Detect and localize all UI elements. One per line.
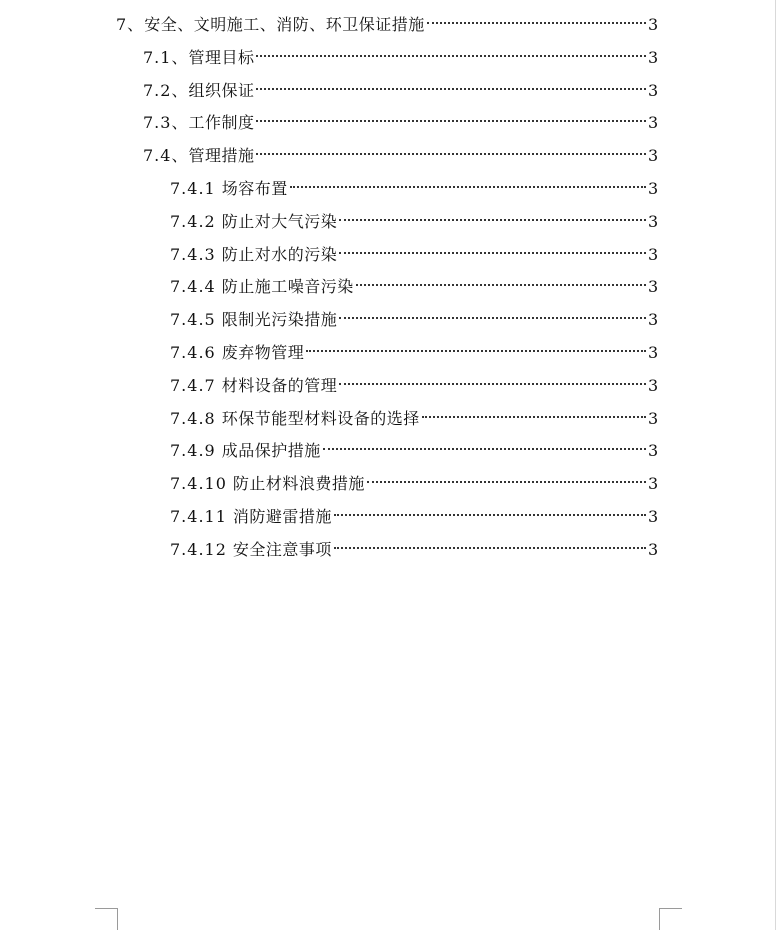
toc-entry-page-number: 3 — [648, 47, 659, 67]
toc-dot-leader — [323, 432, 646, 456]
toc-entry-title: 废弃物管理 — [221, 343, 305, 362]
toc-entry[interactable] — [143, 137, 659, 166]
toc-entry-page-number: 3 — [648, 80, 659, 100]
toc-entry-number: 7.3、 — [143, 113, 189, 133]
toc-entry[interactable] — [170, 400, 659, 428]
toc-entry-page-number: 3 — [648, 179, 659, 198]
toc-dot-leader — [339, 301, 646, 325]
toc-dot-leader — [256, 39, 646, 63]
toc-entry-page-number: 3 — [648, 441, 659, 461]
toc-entry[interactable] — [170, 170, 659, 198]
toc-dot-leader — [256, 104, 646, 128]
toc-dot-leader — [367, 465, 646, 489]
toc-entry-page-number: 3 — [648, 507, 659, 526]
toc-dot-leader — [339, 236, 646, 260]
toc-dot-leader — [422, 400, 646, 424]
toc-entry[interactable] — [170, 367, 659, 395]
toc-entry-title: 组织保证 — [188, 80, 255, 100]
page-edge-divider — [775, 0, 776, 930]
toc-dot-leader — [339, 203, 646, 227]
toc-dot-leader — [256, 72, 646, 96]
toc-entry-title: 限制光污染措施 — [221, 310, 338, 330]
toc-entry-page-number: 3 — [648, 244, 659, 264]
toc-entry[interactable] — [170, 236, 659, 264]
toc-dot-leader — [427, 6, 646, 30]
toc-entry-number: 7.2、 — [143, 80, 189, 100]
toc-entry-number: 7.4.5 — [170, 310, 216, 330]
toc-entry-title: 管理目标 — [188, 47, 255, 67]
toc-entry[interactable] — [170, 301, 659, 330]
toc-dot-leader — [334, 531, 646, 555]
toc-dot-leader — [290, 170, 646, 194]
toc-entry[interactable] — [170, 268, 659, 297]
toc-entry-number: 7、 — [116, 15, 145, 34]
toc-entry-number: 7.4.12 — [170, 539, 227, 559]
toc-entry-page-number: 3 — [648, 146, 659, 166]
toc-entry-page-number: 3 — [648, 408, 659, 428]
toc-entry-number: 7.1、 — [143, 47, 189, 67]
toc-entry[interactable] — [143, 39, 659, 67]
toc-entry-title: 安全注意事项 — [232, 539, 332, 559]
margin-corner-mark-right — [659, 908, 682, 930]
toc-entry-title: 工作制度 — [188, 113, 255, 133]
toc-entry-title: 材料设备的管理 — [221, 375, 338, 395]
toc-entry-page-number: 3 — [648, 343, 659, 362]
toc-dot-leader — [339, 367, 646, 391]
toc-entry-title: 消防避雷措施 — [232, 507, 332, 526]
toc-entry-number: 7.4.11 — [170, 507, 227, 526]
toc-entry-number: 7.4.1 — [170, 179, 216, 198]
toc-entry-number: 7.4.6 — [170, 343, 216, 362]
toc-entry-page-number: 3 — [648, 539, 659, 559]
toc-entry-number: 7.4.3 — [170, 244, 216, 264]
toc-entry-title: 成品保护措施 — [221, 441, 321, 461]
toc-entry-title: 防止材料浪费措施 — [232, 474, 365, 494]
toc-entry-title: 场容布置 — [221, 179, 288, 198]
toc-entry[interactable] — [170, 203, 659, 231]
toc-entry-title: 防止对水的污染 — [221, 244, 338, 264]
toc-entry-number: 7.4.7 — [170, 375, 216, 395]
toc-entry-page-number: 3 — [648, 375, 659, 395]
toc-entry-number: 7.4.4 — [170, 277, 216, 297]
toc-entry-title: 管理措施 — [188, 146, 255, 166]
toc-entry-title: 防止施工噪音污染 — [221, 277, 354, 297]
toc-entry-title: 环保节能型材料设备的选择 — [221, 408, 420, 428]
toc-entry-page-number: 3 — [648, 310, 659, 330]
toc-entry-number: 7.4.9 — [170, 441, 216, 461]
toc-dot-leader — [256, 137, 646, 161]
toc-entry[interactable] — [170, 531, 659, 559]
toc-entry-number: 7.4.2 — [170, 211, 216, 231]
toc-dot-leader — [356, 268, 646, 292]
toc-entry-number: 7.4.10 — [170, 474, 227, 494]
toc-entry-page-number: 3 — [648, 211, 659, 231]
toc-entry[interactable] — [170, 498, 659, 526]
toc-entry-title: 防止对大气污染 — [221, 211, 338, 231]
toc-entry-number: 7.4、 — [143, 146, 189, 166]
margin-corner-mark-left — [95, 908, 118, 930]
toc-entry-number: 7.4.8 — [170, 408, 216, 428]
toc-entry-title: 安全、文明施工、消防、环卫保证措施 — [144, 15, 425, 34]
toc-dot-leader — [306, 334, 646, 358]
toc-entry[interactable] — [143, 72, 659, 100]
toc-entry-page-number: 3 — [648, 113, 659, 133]
toc-entry[interactable] — [170, 334, 659, 362]
toc-entry[interactable] — [143, 104, 659, 133]
toc-entry-page-number: 3 — [648, 15, 659, 34]
toc-entry-page-number: 3 — [648, 474, 659, 494]
toc-entry[interactable] — [170, 465, 659, 494]
toc-entry[interactable] — [170, 432, 659, 461]
toc-entry-page-number: 3 — [648, 277, 659, 297]
toc-entry[interactable] — [116, 6, 659, 34]
toc-dot-leader — [334, 498, 646, 522]
